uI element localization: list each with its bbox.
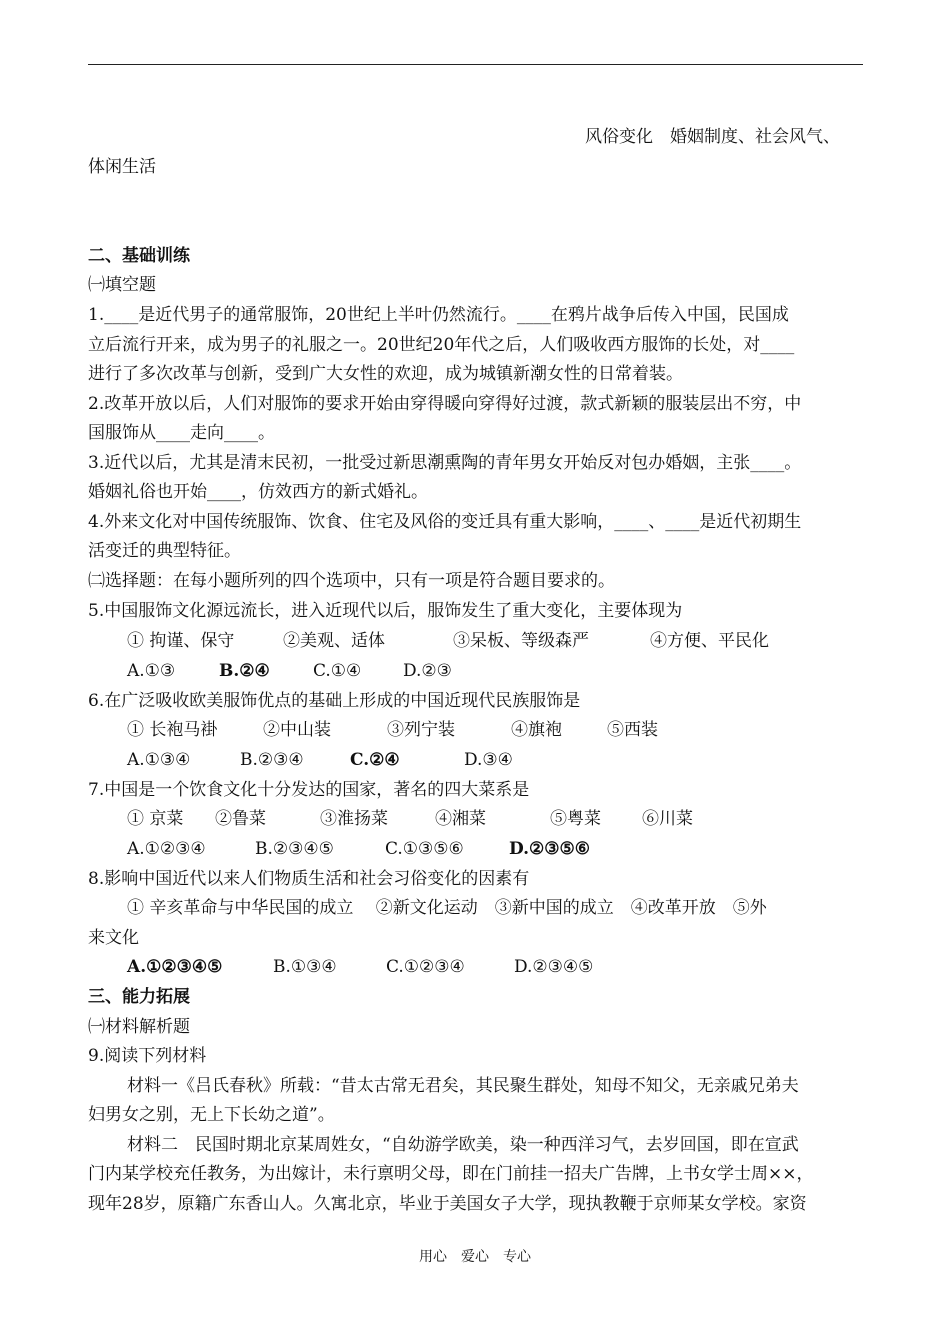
q8-choice-d: D.②③④⑤ — [514, 957, 594, 977]
q1-line-1: 1.____是近代男子的通常服饰，20世纪上半叶仍然流行。____在鸦片战争后传入中国，民国成 — [88, 305, 789, 325]
q2-line-1: 2.改革开放以后，人们对服饰的要求开始由穿得暖向穿得好过渡，款式新颖的服装层出不穷，中 — [88, 394, 802, 414]
q5-item-4: ④方便、平民化 — [650, 631, 769, 651]
q6-stem: 6.在广泛吸收欧美服饰优点的基础上形成的中国近现代民族服饰是 — [88, 691, 581, 711]
q1-line-3: 进行了多次改革与创新，受到广大女性的欢迎，成为城镇新潮女性的日常着装。 — [88, 364, 683, 384]
q8-stem: 8.影响中国近代以来人们物质生活和社会习俗变化的因素有 — [88, 869, 530, 889]
q8-choice-c: C.①②③④ — [386, 957, 465, 977]
q5-item-1: ① 拘谨、保守 — [127, 631, 235, 651]
material-1-line-2: 妇男女之别，无上下长幼之道”。 — [88, 1105, 335, 1125]
page-footer: 用心 爱心 专心 — [419, 1249, 531, 1265]
header-right-text: 风俗变化 婚姻制度、社会风气、 — [585, 127, 840, 147]
q7-choice-c: C.①③⑤⑥ — [385, 839, 464, 859]
material-2-line-2: 门内某学校充任教务，为出嫁计，未行禀明父母，即在门前挂一招夫广告牌，上书女学士周××， — [88, 1164, 814, 1184]
q8-choice-b: B.①③④ — [273, 957, 337, 977]
q7-item-6: ⑥川菜 — [642, 809, 693, 829]
q8-items-line-1: ① 辛亥革命与中华民国的成立 ②新文化运动 ③新中国的成立 ④改革开放 ⑤外 — [127, 898, 767, 918]
q7-choices — [127, 837, 590, 861]
q4-line-2: 活变迁的典型特征。 — [88, 541, 241, 561]
q6-choice-d: D.③④ — [464, 750, 513, 770]
section2-title: 二、基础训练 — [88, 246, 190, 266]
q5-stem: 5.中国服饰文化源远流长，进入近现代以后，服饰发生了重大变化，主要体现为 — [88, 601, 683, 621]
q1-line-2: 立后流行开来，成为男子的礼服之一。20世纪20年代之后，人们吸收西方服饰的长处，对____ — [88, 335, 795, 355]
material-2-line-3: 现年28岁，原籍广东香山人。久寓北京，毕业于美国女子大学，现执教鞭于京师某女学校。家资 — [88, 1194, 807, 1214]
q7-item-1: ① 京菜 — [127, 809, 184, 829]
fill-blank-title: ㈠填空题 — [88, 275, 156, 295]
q8-choices — [127, 955, 593, 979]
header-rule — [88, 64, 863, 65]
q6-item-3: ③列宁装 — [387, 720, 455, 740]
material-analysis-title: ㈠材料解析题 — [88, 1017, 190, 1037]
q7-choice-a: A.①②③④ — [127, 839, 206, 859]
q6-choice-c: C.②④ — [350, 750, 400, 770]
q7-item-2: ②鲁菜 — [215, 809, 266, 829]
q2-line-2: 国服饰从____走向____。 — [88, 423, 275, 443]
q7-item-4: ④湘菜 — [435, 809, 486, 829]
q7-stem: 7.中国是一个饮食文化十分发达的国家，著名的四大菜系是 — [88, 780, 530, 800]
q7-item-3: ③淮扬菜 — [320, 809, 388, 829]
q5-item-2: ②美观、适体 — [283, 631, 385, 651]
q3-line-1: 3.近代以后，尤其是清末民初，一批受过新思潮熏陶的青年男女开始反对包办婚姻，主张____。 — [88, 453, 802, 473]
q6-choice-b: B.②③④ — [240, 750, 304, 770]
q7-choice-d: D.②③⑤⑥ — [509, 839, 591, 859]
q5-choice-c: C.①④ — [313, 661, 362, 681]
q7-items — [127, 807, 693, 831]
material-2-line-1: 材料二 民国时期北京某周姓女，“自幼游学欧美，染一种西洋习气，去岁回国，即在宣武 — [127, 1135, 799, 1155]
q5-choice-b: B.②④ — [219, 661, 270, 681]
q5-choice-a: A.①③ — [127, 661, 176, 681]
q7-choice-b: B.②③④⑤ — [255, 839, 334, 859]
q9-stem: 9.阅读下列材料 — [88, 1046, 207, 1066]
q6-item-2: ②中山装 — [263, 720, 331, 740]
q8-items-line-2: 来文化 — [88, 928, 139, 948]
q5-choice-d: D.②③ — [403, 661, 452, 681]
section3-title: 三、能力拓展 — [88, 987, 190, 1007]
q6-item-4: ④旗袍 — [511, 720, 562, 740]
header-left-text: 体闲生活 — [88, 157, 156, 177]
q8-choice-a: A.①②③④⑤ — [127, 957, 223, 977]
q7-item-5: ⑤粤菜 — [550, 809, 601, 829]
q6-choices — [127, 748, 513, 772]
q3-line-2: 婚姻礼俗也开始____，仿效西方的新式婚礼。 — [88, 482, 428, 502]
q4-line-1: 4.外来文化对中国传统服饰、饮食、住宅及风俗的变迁具有重大影响，____、____是近代初期生 — [88, 512, 802, 532]
q6-item-5: ⑤西装 — [607, 720, 658, 740]
q6-items — [127, 718, 658, 742]
q5-items — [127, 629, 769, 653]
choice-title: ㈡选择题：在每小题所列的四个选项中，只有一项是符合题目要求的。 — [88, 571, 615, 591]
material-1-line-1: 材料一《吕氏春秋》所载：“昔太古常无君矣，其民聚生群处，知母不知父，无亲戚兄弟夫 — [127, 1076, 799, 1096]
q5-item-3: ③呆板、等级森严 — [453, 631, 589, 651]
q5-choices — [127, 659, 452, 683]
q6-item-1: ① 长袍马褂 — [127, 720, 218, 740]
q6-choice-a: A.①③④ — [127, 750, 191, 770]
